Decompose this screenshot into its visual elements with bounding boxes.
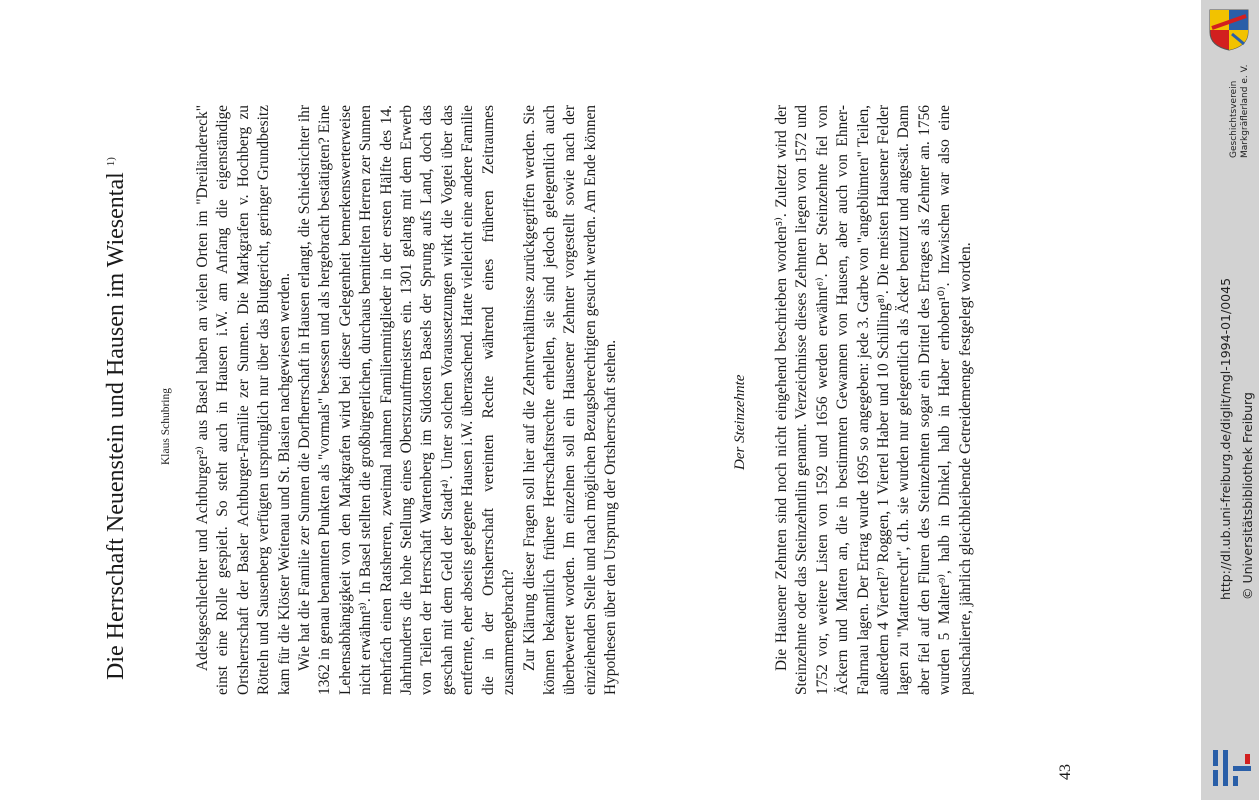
society-crest-logo xyxy=(1206,8,1252,52)
paragraph: Die Hausener Zehnten sind noch nicht eingehend beschrieben worden⁵⁾. Zuletzt wird der Steinzehnte oder das Steinzehntlin genannt. Verzeichnisse dieses Zehnten liegen von 1572 und 1752 vor, weitere Listen von 1592 und 1656 werden erwähnt⁶⁾. Der Steinzehnte fiel von Äckern und Matten an, die in bestimmten Gewannen von Hausen, aber auch von Ehner-Fahrnau lagen. Der Ertrag wurde 1695 so angegeben: jede 3. Garbe von "angeblümten" Teilen, außerdem 4 Viertel⁷⁾ Roggen, 1 Viertel Haber und 10 Schilling⁸⁾. Die meisten Hausener Felder lagen zu "Mattenrecht", d.h. sie wurden nur gelegentlich als Äcker benutzt und angesät. Dann aber fiel auf den Fluren des Steinzehnten sogar ein Drittel des Ertrages als Zehnter an. 1756 wurden 5 Malter⁹⁾, halb in Dinkel, halb in Haber erhoben¹⁰⁾. Inzwischen war also eine pauschalierte, jährlich gleichbleibende Getreidemenge festgelegt worden. xyxy=(773,105,974,695)
university-library-logo xyxy=(1209,748,1255,790)
section-body-text xyxy=(772,105,976,695)
paragraph: Zur Klärung dieser Fragen soll hier auf die Zehntverhältnisse zurückgegriffen werden. Sie können bekanntlich frühere Herrschaftsrechte erhellen, sie sind jedoch gelegentlich auch überbewertet worden. Im einzelnen soll ein Hausener Zehnter vorgestellt sowie nach der einziehenden Stelle und nach möglichen Bezugsberechtigten gesucht werden. Am Ende können Hypothesen über den Ursprung der Ortsherrschaft stehen. xyxy=(520,105,620,695)
paragraph: Adelsgeschlechter und Achtburger²⁾ aus Basel haben an vielen Orten im "Dreiländereck" einst eine Rolle gespielt. So steht auch in Hausen i.W. am Anfang die eigenständige Ortsherrschaft der Basler Achtburger-Familie zer Sunnen. Die Markgrafen v. Hochberg zu Rötteln und Sausenberg verfügten ursprünglich nur über das Blutgericht, geringer Grundbesitz kam für die Klöster Weitenau und St. Blasien nachgewiesen werden. xyxy=(194,105,293,695)
copyright-notice: © Universitätsbibliothek Freiburg xyxy=(1240,392,1255,600)
paragraph: Wie hat die Familie zer Sunnen die Dorfherrschaft in Hausen erlangt, die Schiedsrichter ihr 1362 in genau benannten Punkten als "vormals" besessen und als hergebracht bestätigten? Eine Lehensabhängigkeit von den Markgrafen wird bei dieser Gelegenheit bemerkenswerterweise nicht erwähnt³⁾. In Basel stellten die großbürgerlichen, durchaus bemittelten Herren zer Sunnen mehrfach einen Ratsherren, zweimal nahmen Familienmitglieder in der ersten Hälfte des 14. Jahrhunderts die hohe Stellung eines Oberstzunftmeisters ein. 1301 gelang mit dem Erwerb von Teilen der Herrschaft Wartenberg im Südosten Basels der Sprung aufs Land, doch das geschah mit dem Geld der Stadt⁴⁾. Unter solchen Voraussetzungen wirkt die Vogtei über das entfernte, eher abseits gelegene Hausen i.W. überraschend. Hatte vielleicht eine andere Familie die in der Ortsherrschaft vereinten Rechte während eines früheren Zeitraumes zusammengebracht? xyxy=(296,105,518,695)
title-text: Die Herrschaft Neuenstein und Hausen im Wiesental xyxy=(103,172,129,680)
page-title xyxy=(103,80,130,680)
body-text xyxy=(193,105,622,695)
section-heading: Der Steinzehnte xyxy=(732,374,748,470)
society-name-line2: Markgräflerland e. V. xyxy=(1240,64,1250,158)
society-name xyxy=(1229,65,1251,158)
page-number: 43 xyxy=(1057,764,1074,780)
source-url-link[interactable]: http://dl.ub.uni-freiburg.de/diglit/mgl-1994-01/0045 xyxy=(1218,277,1233,600)
title-footnote: 1) xyxy=(105,157,117,167)
society-name-line1: Geschichtsverein xyxy=(1229,80,1239,158)
author: Klaus Schubring xyxy=(160,388,172,465)
